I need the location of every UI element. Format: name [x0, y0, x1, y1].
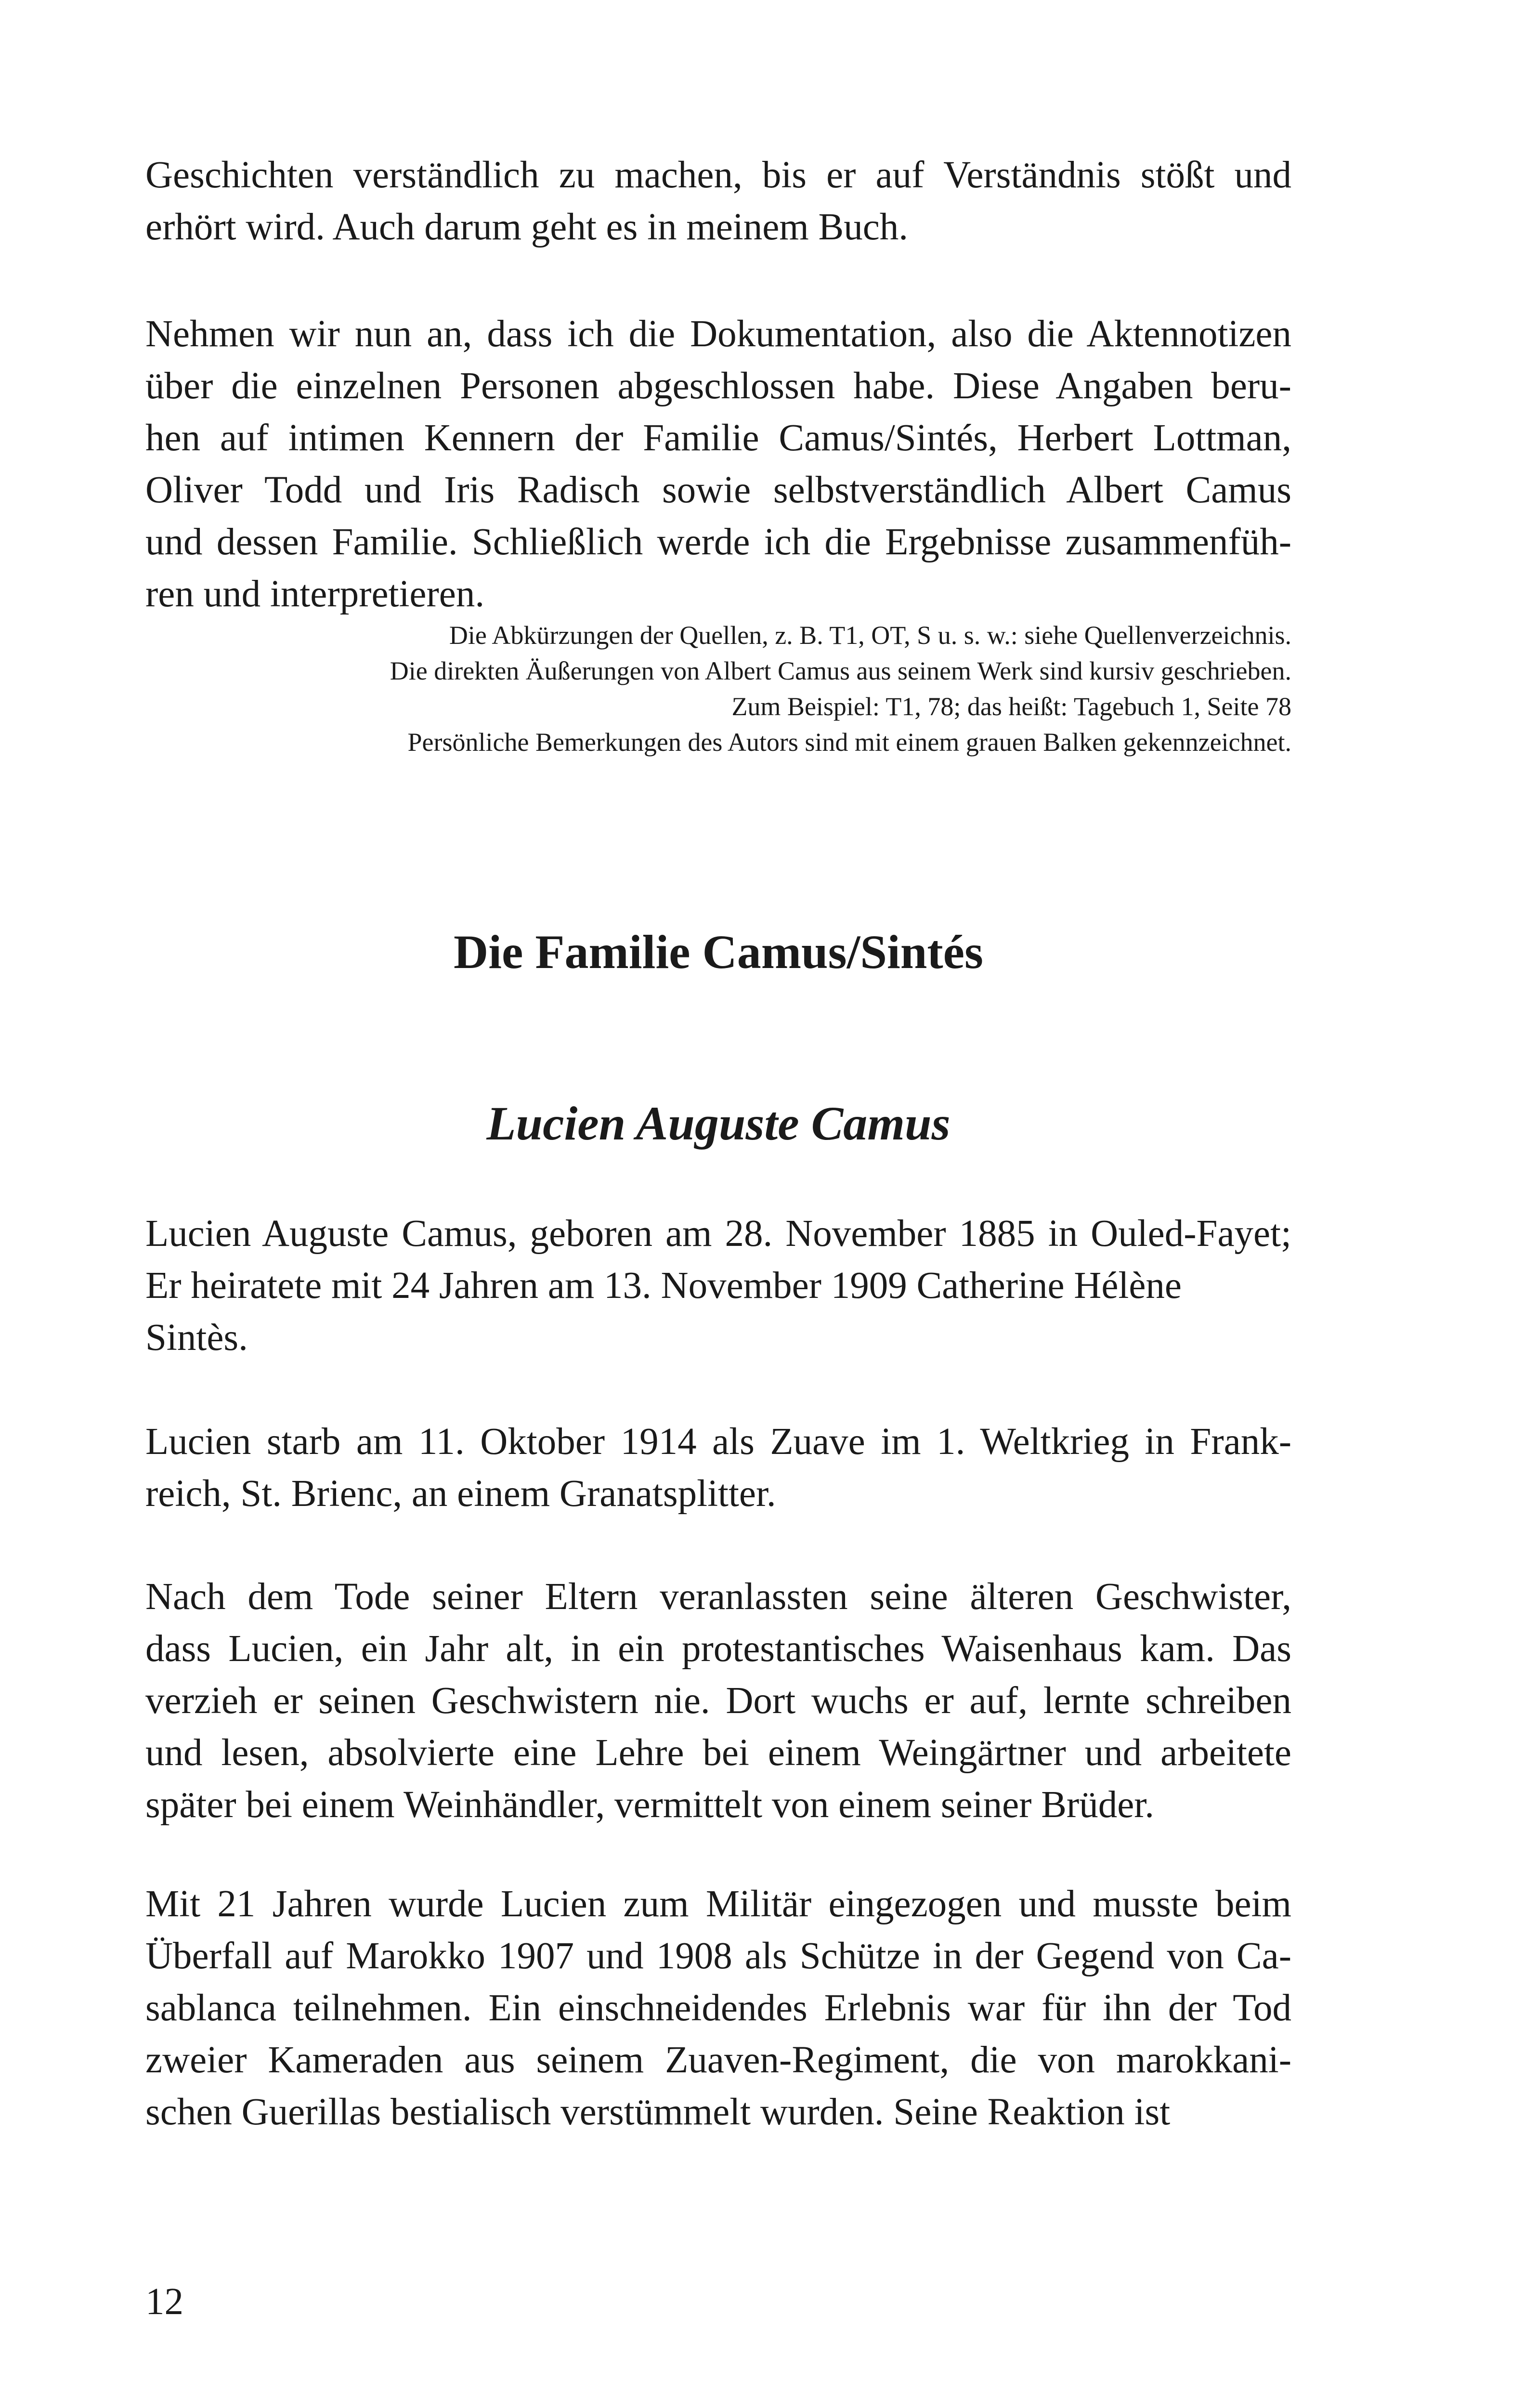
- text-line: dass Lucien, ein Jahr alt, in ein protestantisches Waisenhaus kam. Das: [145, 1628, 1291, 1670]
- text-line: später bei einem Weinhändler, vermittelt von einem seiner Brüder.: [145, 1784, 1155, 1826]
- text-line: erhört wird. Auch darum geht es in meinem Buch.: [145, 206, 909, 248]
- text-line: Er heiratete mit 24 Jahren am 13. November 1909 Catherine Hélène: [145, 1265, 1182, 1307]
- body-paragraph-2: [145, 1416, 1291, 1520]
- text-line: Nach dem Tode seiner Eltern veranlassten seine älteren Geschwister,: [145, 1576, 1291, 1618]
- note-line: Persönliche Bemerkungen des Autors sind mit einem grauen Balken gekennzeichnet.: [407, 728, 1291, 757]
- text-line: Geschichten verständlich zu machen, bis er auf Verständnis stößt und: [145, 154, 1291, 196]
- text-line: Nehmen wir nun an, dass ich die Dokumentation, also die Aktennotizen: [145, 313, 1291, 355]
- text-line: Lucien Auguste Camus, geboren am 28. November 1885 in Ouled-Fayet;: [145, 1213, 1291, 1255]
- text-line: und dessen Familie. Schließlich werde ich die Ergebnisse zusammenfüh-: [145, 521, 1291, 563]
- text-line: Überfall auf Marokko 1907 und 1908 als Schütze in der Gegend von Ca-: [145, 1935, 1291, 1977]
- text-line: schen Guerillas bestialisch verstümmelt wurden. Seine Reaktion ist: [145, 2091, 1171, 2133]
- intro-paragraph-1: [145, 149, 1291, 253]
- text-line: Oliver Todd und Iris Radisch sowie selbstverständlich Albert Camus: [145, 469, 1291, 511]
- text-line: und lesen, absolvierte eine Lehre bei einem Weingärtner und arbeitete: [145, 1732, 1291, 1774]
- text-line: reich, St. Brienc, an einem Granatsplitter.: [145, 1473, 776, 1515]
- body-paragraph-1: [145, 1208, 1291, 1364]
- text-line: ren und interpretieren.: [145, 573, 485, 615]
- notes-block: [145, 617, 1291, 760]
- section-subtitle: Lucien Auguste Camus: [486, 1097, 951, 1150]
- text-line: Mit 21 Jahren wurde Lucien zum Militär eingezogen und musste beim: [145, 1883, 1291, 1925]
- note-line: Die direkten Äußerungen von Albert Camus aus seinem Werk sind kursiv geschrieben.: [390, 656, 1291, 685]
- text-line: Lucien starb am 11. Oktober 1914 als Zuave im 1. Weltkrieg in Frank-: [145, 1421, 1291, 1463]
- text-line: sablanca teilnehmen. Ein einschneidendes Erlebnis war für ihn der Tod: [145, 1987, 1291, 2029]
- body-paragraph-4: [145, 1878, 1291, 2138]
- text-line: Sintès.: [145, 1317, 248, 1359]
- text-line: zweier Kameraden aus seinem Zuaven-Regiment, die von marokkani-: [145, 2039, 1291, 2081]
- text-line: verzieh er seinen Geschwistern nie. Dort wuchs er auf, lernte schreiben: [145, 1680, 1291, 1722]
- note-line: Die Abkürzungen der Quellen, z. B. T1, OT, S u. s. w.: siehe Quellenverzeichnis.: [449, 621, 1291, 650]
- section-title: Die Familie Camus/Sintés: [454, 925, 983, 979]
- intro-paragraph-2: [145, 308, 1291, 620]
- text-line: über die einzelnen Personen abgeschlossen habe. Diese Angaben beru-: [145, 365, 1291, 407]
- note-line: Zum Beispiel: T1, 78; das heißt: Tagebuch 1, Seite 78: [731, 692, 1291, 721]
- page-number: 12: [145, 2281, 183, 2323]
- text-line: hen auf intimen Kennern der Familie Camus/Sintés, Herbert Lottman,: [145, 417, 1291, 459]
- body-paragraph-3: [145, 1571, 1291, 1831]
